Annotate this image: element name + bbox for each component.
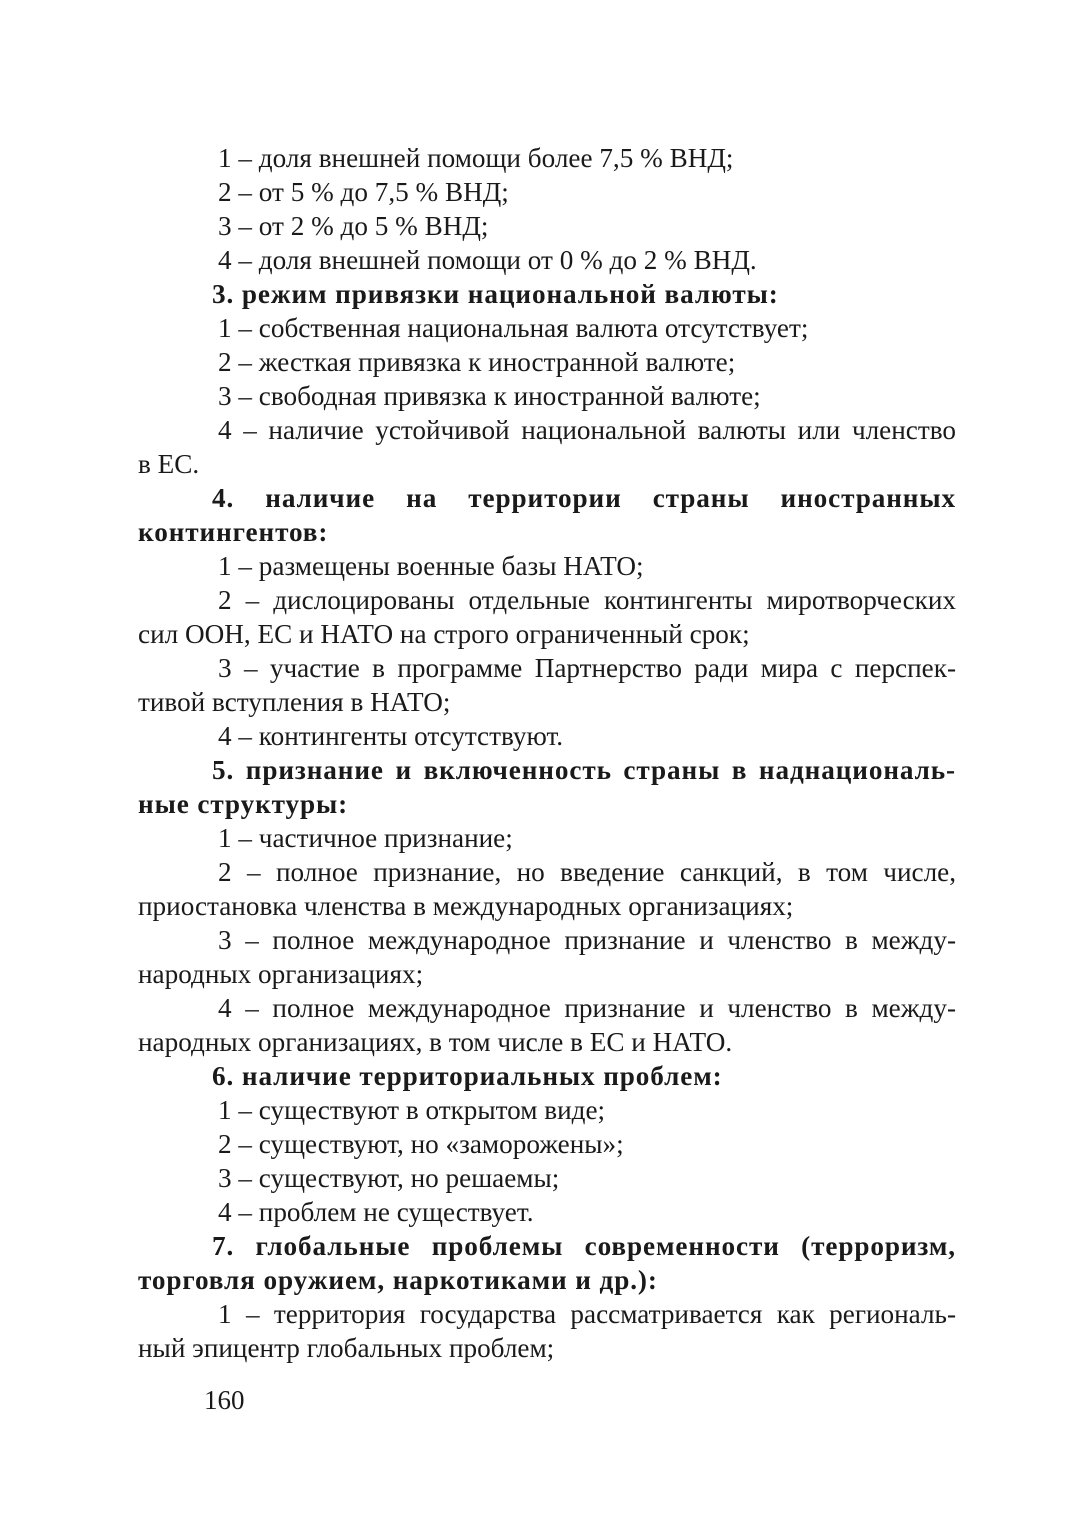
page-number: 160 — [204, 1385, 245, 1415]
section-heading: 3. режим привязки национальной валюты: — [212, 279, 779, 309]
text-line: приостановка членства в международных организациях; — [138, 891, 794, 921]
text-line: в ЕС. — [138, 449, 200, 479]
page-body — [138, 141, 956, 1365]
text-line: 1 – существуют в открытом виде; — [218, 1095, 606, 1125]
text-line: 1 – территория государства рассматривается как региональ- — [218, 1299, 956, 1329]
text-line: 4 – наличие устойчивой национальной валюты или членство — [218, 415, 956, 445]
text-line: 4 – контингенты отсутствуют. — [218, 721, 564, 751]
section-heading: 4. наличие на территории страны иностранных — [212, 483, 956, 513]
text-line: тивой вступления в НАТО; — [138, 687, 451, 717]
text-line: 3 – от 2 % до 5 % ВНД; — [218, 211, 489, 241]
text-line: 2 – от 5 % до 7,5 % ВНД; — [218, 177, 509, 207]
text-line: народных организациях, в том числе в ЕС и НАТО. — [138, 1027, 733, 1057]
text-line: 3 – свободная привязка к иностранной валюте; — [218, 381, 761, 411]
text-line: 2 – существуют, но «заморожены»; — [218, 1129, 624, 1159]
text-line: ный эпицентр глобальных проблем; — [138, 1333, 555, 1363]
text-line: 4 – полное международное признание и членство в между- — [218, 993, 956, 1023]
section-heading: торговля оружием, наркотиками и др.): — [138, 1265, 658, 1295]
text-line: 1 – доля внешней помощи более 7,5 % ВНД; — [218, 143, 734, 173]
section-heading: ные структуры: — [138, 789, 349, 819]
text-line: сил ООН, ЕС и НАТО на строго ограниченный срок; — [138, 619, 750, 649]
text-line: 4 – проблем не существует. — [218, 1197, 534, 1227]
text-line: народных организациях; — [138, 959, 424, 989]
text-line: 2 – дислоцированы отдельные контингенты миротворческих — [218, 585, 956, 615]
text-line: 1 – частичное признание; — [218, 823, 513, 853]
section-heading: 5. признание и включенность страны в наднациональ- — [212, 755, 956, 785]
text-line: 1 – собственная национальная валюта отсутствует; — [218, 313, 809, 343]
text-line: 1 – размещены военные базы НАТО; — [218, 551, 644, 581]
section-heading: контингентов: — [138, 517, 329, 547]
text-line: 3 – участие в программе Партнерство ради мира с перспек- — [218, 653, 956, 683]
text-line: 3 – существуют, но решаемы; — [218, 1163, 560, 1193]
section-heading: 6. наличие территориальных проблем: — [212, 1061, 723, 1091]
text-line: 4 – доля внешней помощи от 0 % до 2 % ВНД. — [218, 245, 757, 275]
text-line: 2 – жесткая привязка к иностранной валюте; — [218, 347, 736, 377]
section-heading: 7. глобальные проблемы современности (терроризм, — [212, 1231, 956, 1261]
text-line: 3 – полное международное признание и членство в между- — [218, 925, 956, 955]
text-line: 2 – полное признание, но введение санкций, в том числе, — [218, 857, 956, 887]
